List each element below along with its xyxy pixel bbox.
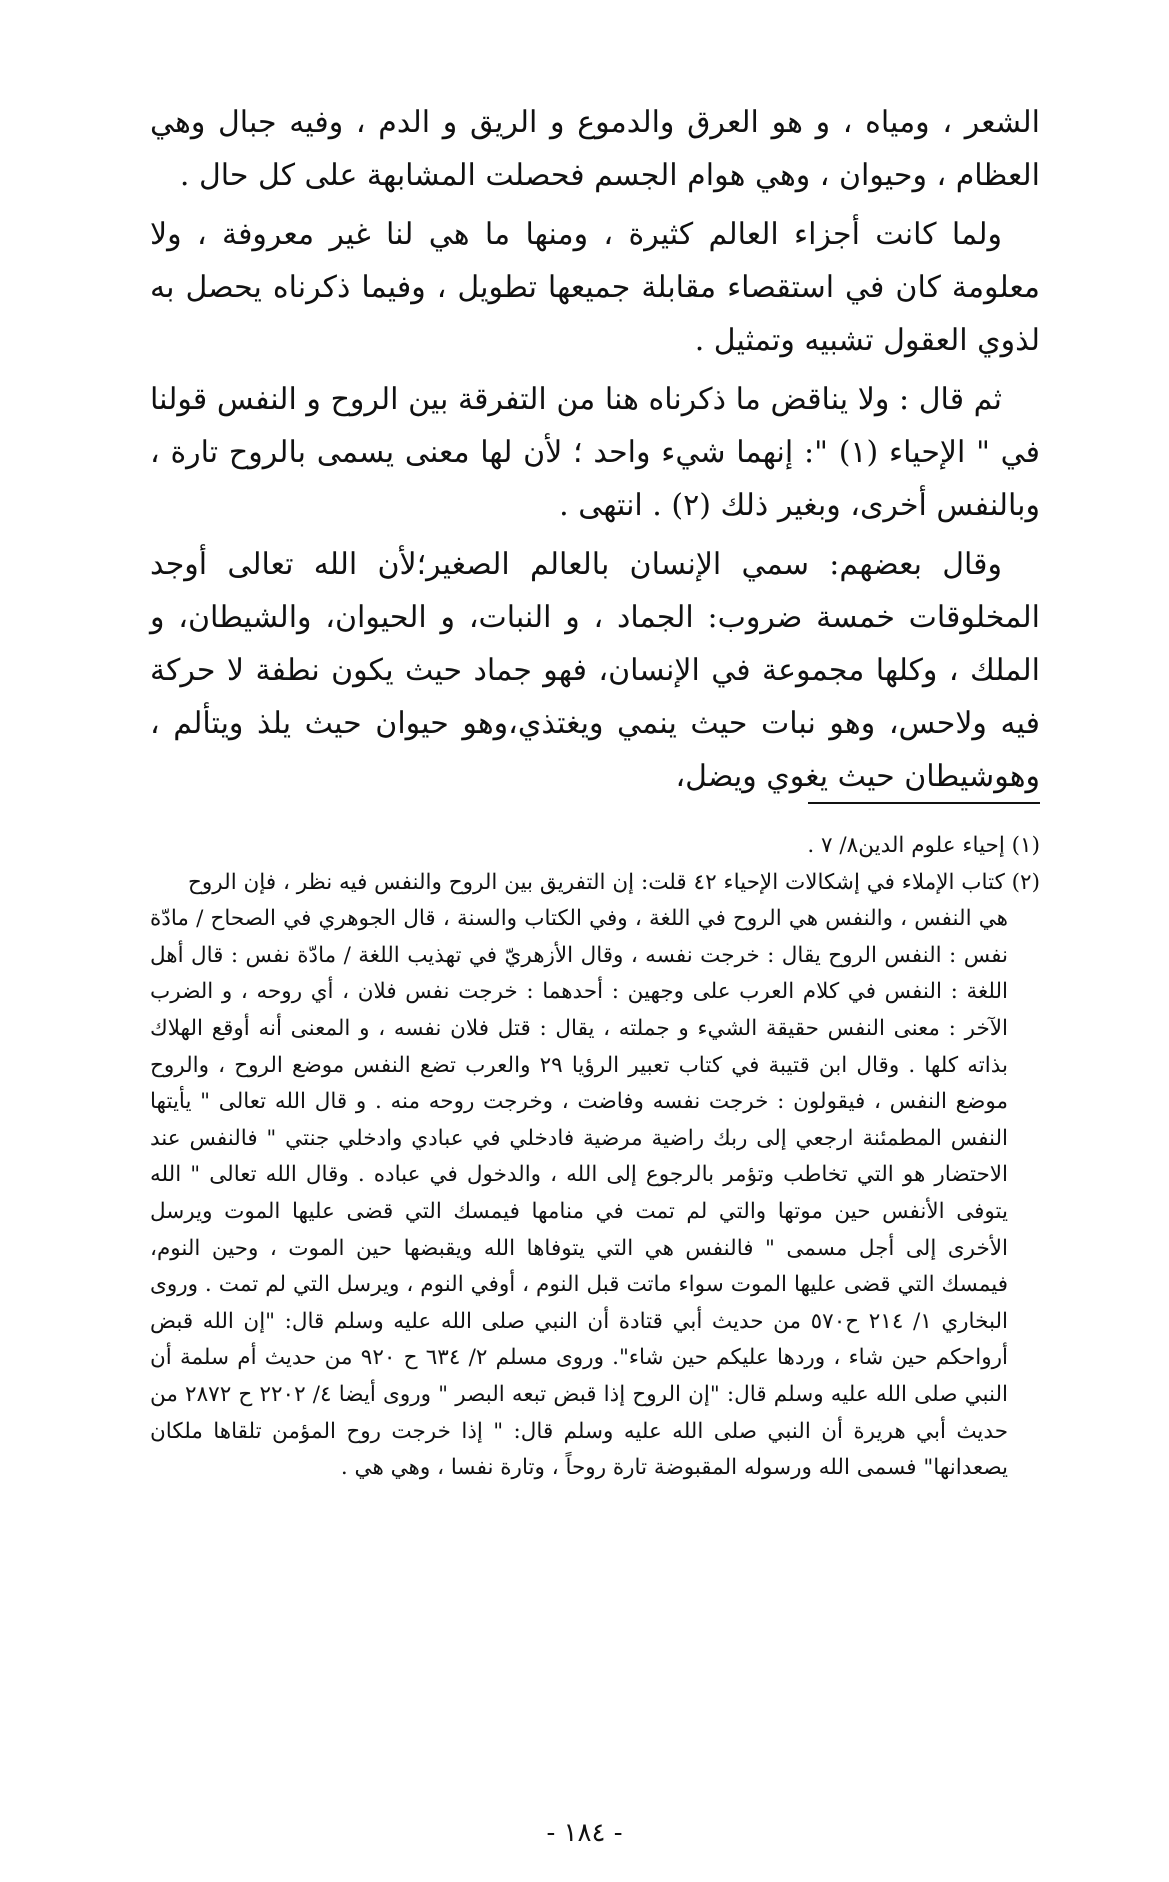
main-text — [150, 96, 1040, 809]
paragraph-1: الشعر ، ومياه ، و هو العرق والدموع و الريق و الدم ، وفيه جبال وهي العظام ، وحيوان ، وهي هوام الجسم فحصلت المشابهة على كل حال . — [150, 105, 1040, 193]
paragraph-3-part-b: ": إنهما شيء واحد ؛ لأن لها معنى يسمى بالروح تارة ، وبالنفس أخرى، وبغير ذلك — [150, 435, 1040, 523]
paragraph-3-part-a: ثم قال : ولا يناقض ما ذكرناه هنا من التفرقة بين الروح و النفس قولنا في " الإحياء — [150, 382, 1040, 470]
footnote-ref-2: (٢) — [671, 488, 711, 523]
footnotes — [150, 828, 1040, 1487]
page-number: - ١٨٤ - — [546, 1818, 623, 1848]
footnote-2-lead: (٢) كتاب الإملاء في إشكالات الإحياء ٤٢ قلت: إن التفريق بين الروح والنفس فيه نظر ، فإن الروح — [188, 869, 1040, 895]
paragraph-2: ولما كانت أجزاء العالم كثيرة ، ومنها ما هي لنا غير معروفة ، ولا معلومة كان في استقصاء مقابلة جميعها تطويل ، وفيما ذكرناه يحصل به لذوي العقول تشبيه وتمثيل . — [150, 217, 1040, 358]
paragraph-4: وقال بعضهم: سمي الإنسان بالعالم الصغير؛لأن الله تعالى أوجد المخلوقات خمسة ضروب: الجماد ، و النبات، و الحيوان، والشيطان، و الملك ، وكلها مجموعة في الإنسان، فهو جماد حيث يكون نطفة لا حركة فيه ولاحس، وهو نبات حيث ينمي ويغتذي،وهو حيوان حيث يلذ ويتألم ، وهوشيطان حيث يغوي ويضل، — [150, 547, 1040, 794]
footnote-separator — [808, 802, 1040, 804]
footnote-2-body: هي النفس ، والنفس هي الروح في اللغة ، وفي الكتاب والسنة ، قال الجوهري في الصحاح / مادّة نفس : النفس الروح يقال : خرجت نفسه ، وقال الأزهريّ في تهذيب اللغة / مادّة نفس : قال أهل اللغة : النفس في كلام العرب على وجهين : أحدهما : خرجت نفس فلان ، أي روحه ، و الضرب الآخر : معنى النفس حقيقة الشيء و جملته ، يقال : قتل فلان نفسه ، و المعنى أنه أوقع الهلاك بذاته كلها . وقال ابن قتيبة في كتاب تعبير الرؤيا ٢٩ والعرب تضع النفس موضع الروح ، والروح موضع النفس ، فيقولون : خرجت نفسه وفاضت ، وخرجت روحه منه . و قال الله تعالى " يأيتها النفس المطمئنة ارجعي إلى ربك راضية مرضية فادخلي في عبادي وادخلي جنتي " فالنفس عند الاحتضار هو التي تخاطب وتؤمر بالرجوع إلى الله ، والدخول في عباده . وقال الله تعالى " الله يتوفى الأنفس حين موتها والتي لم تمت في منامها فيمسك التي قضى عليها الموت ويرسل الأخرى إلى أجل مسمى " فالنفس هي التي يتوفاها الله ويقبضها حين الموت ، وحين النوم، فيمسك التي قضى عليها الموت سواء ماتت قبل النوم ، أوفي النوم ، ويرسل التي لم تمت . وروى البخاري ١/ ٢١٤ ح٥٧٠ من حديث أبي قتادة أن النبي صلى الله عليه وسلم قال: "إن الله قبض أرواحكم حين شاء ، وردها عليكم حين شاء". وروى مسلم ٢/ ٦٣٤ ح ٩٢٠ من حديث أم سلمة أن النبي صلى الله عليه وسلم قال: "إن الروح إذا قبض تبعه البصر " وروى أيضا ٤/ ٢٢٠٢ ح ٢٨٧٢ من حديث أبي هريرة أن النبي صلى الله عليه وسلم قال: " إذا خرجت روح المؤمن تلقاها ملكان يصعدانها" فسمى الله ورسوله المقبوضة تارة روحاً ، وتارة نفسا ، وهي هي . — [150, 906, 1009, 1481]
paragraph-3 — [150, 373, 1040, 532]
paragraph-3-part-c: . انتهى . — [559, 488, 662, 523]
footnote-ref-1: (١) — [838, 435, 879, 470]
footnote-1: (١) إحياء علوم الدين٨/ ٧ . — [807, 833, 1040, 858]
